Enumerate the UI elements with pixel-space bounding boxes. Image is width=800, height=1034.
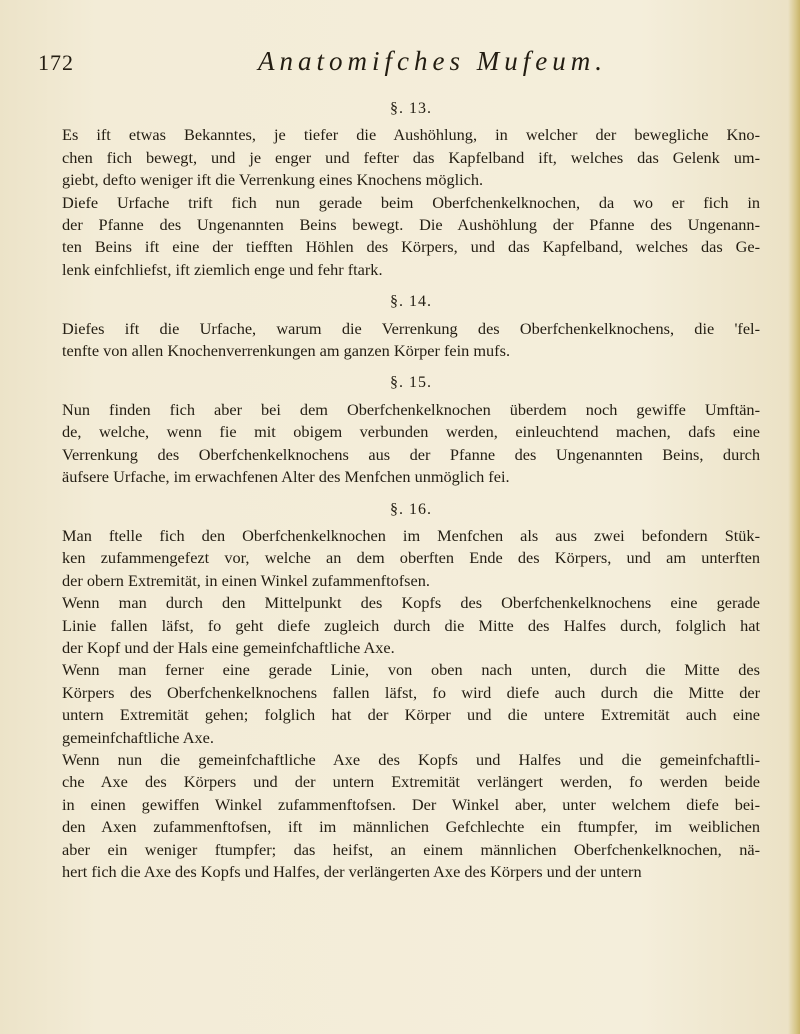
paragraph	[62, 318, 760, 363]
paragraph	[62, 749, 760, 883]
section	[62, 499, 760, 884]
text-line: Wenn man ferner eine gerade Linie, von oben nach unten, durch die Mitte des	[62, 660, 760, 680]
text-line: Körpers des Oberfchenkelknochens fallen läfst, fo wird diefe auch durch die Mitte der	[62, 682, 760, 702]
text-line: Wenn man durch den Mittelpunkt des Kopfs des Oberfchenkelknochens eine gerade	[62, 593, 760, 613]
text-line: in einen gewiffen Winkel zufammenftofsen. Der Winkel aber, unter welchem diefe bei-	[62, 794, 760, 814]
paragraph	[62, 525, 760, 592]
text-line: gemeinfchaftliche Axe.	[62, 727, 214, 747]
section-number: §. 15.	[390, 374, 432, 392]
paragraph	[62, 124, 760, 191]
section-spacer	[62, 362, 760, 372]
text-line: Verrenkung des Oberfchenkelknochens aus der Pfanne des Ungenannten Beins, durch	[62, 444, 760, 464]
text-line: der Kopf und der Hals eine gemeinfchaftliche Axe.	[62, 637, 395, 657]
text-line: che Axe des Körpers und der untern Extremität verlängert werden, fo werden beide	[62, 772, 760, 792]
text-line: untern Extremität gehen; folglich hat der Körper und die untere Extremität auch eine	[62, 705, 760, 725]
section	[62, 291, 760, 362]
text-line: Es ift etwas Bekanntes, je tiefer die Aushöhlung, in welcher der bewegliche Kno-	[62, 125, 760, 145]
text-line: hert fich die Axe des Kopfs und Halfes, der verlängerten Axe des Körpers und der untern	[62, 862, 642, 881]
text-line: äufsere Urfache, im erwachfenen Alter des Menfchen unmöglich fei.	[62, 467, 510, 487]
page-number: 172	[38, 50, 74, 75]
paragraph	[62, 192, 760, 282]
text-line: lenk einfchliefst, ift ziemlich enge und fehr ftark.	[62, 259, 383, 279]
paragraph	[62, 592, 760, 659]
text-line: tenfte von allen Knochenverrenkungen am ganzen Körper fein mufs.	[62, 341, 511, 361]
paragraph	[62, 399, 760, 489]
text-line: Man ftelle fich den Oberfchenkelknochen im Menfchen als aus zwei befondern Stük-	[62, 525, 760, 545]
text-line: ken zufammengefezt vor, welche an dem oberften Ende des Körpers, und am unterften	[62, 548, 760, 568]
text-line: chen fich bewegt, und je enger und fefter das Kapfelband ift, welches das Gelenk um-	[62, 147, 760, 167]
text-line: aber ein weniger ftumpfer; das heifst, an einem männlichen Oberfchenkelknochen, nä-	[62, 839, 760, 859]
page-edge	[788, 0, 800, 1034]
section-spacer	[62, 489, 760, 499]
running-title: Anatomifches Mufeum.	[258, 46, 607, 76]
text-line: der Pfanne des Ungenannten Beins bewegt. Die Aushöhlung der Pfanne des Ungenann-	[62, 215, 760, 235]
text-line: Linie fallen läfst, fo geht diefe zugleich durch die Mitte des Halfes durch, folglich hat	[62, 615, 760, 635]
section	[62, 98, 760, 281]
section-number: §. 13.	[390, 100, 432, 117]
section-number: §. 14.	[390, 293, 432, 311]
page-header	[38, 46, 758, 80]
text-line: Wenn nun die gemeinfchaftliche Axe des Kopfs und Halfes und die gemeinfchaftli-	[62, 749, 760, 769]
text-line: giebt, defto weniger ift die Verrenkung eines Knochens möglich.	[62, 170, 484, 190]
section-number: §. 16.	[390, 500, 432, 518]
body-text	[62, 98, 760, 883]
text-line: den Axen zufammenftofsen, ift im männlichen Gefchlechte ein ftumpfer, im weiblichen	[62, 817, 760, 837]
section	[62, 372, 760, 488]
text-line: de, welche, wenn fie mit obigem verbunden werden, einleuchtend machen, dafs eine	[62, 422, 760, 442]
text-line: Diefes ift die Urfache, warum die Verrenkung des Oberfchenkelknochens, die 'fel-	[62, 318, 760, 338]
text-line: ten Beins ift eine der tiefften Höhlen des Körpers, und das Kapfelband, welches das Ge-	[62, 237, 760, 257]
paragraph	[62, 659, 760, 749]
text-line: der obern Extremität, in einen Winkel zufammenftofsen.	[62, 570, 430, 590]
text-line: Diefe Urfache trift fich nun gerade beim Oberfchenkelknochen, da wo er fich in	[62, 192, 760, 212]
section-spacer	[62, 281, 760, 291]
text-line: Nun finden fich aber bei dem Oberfchenkelknochen überdem noch gewiffe Umftän-	[62, 399, 760, 419]
